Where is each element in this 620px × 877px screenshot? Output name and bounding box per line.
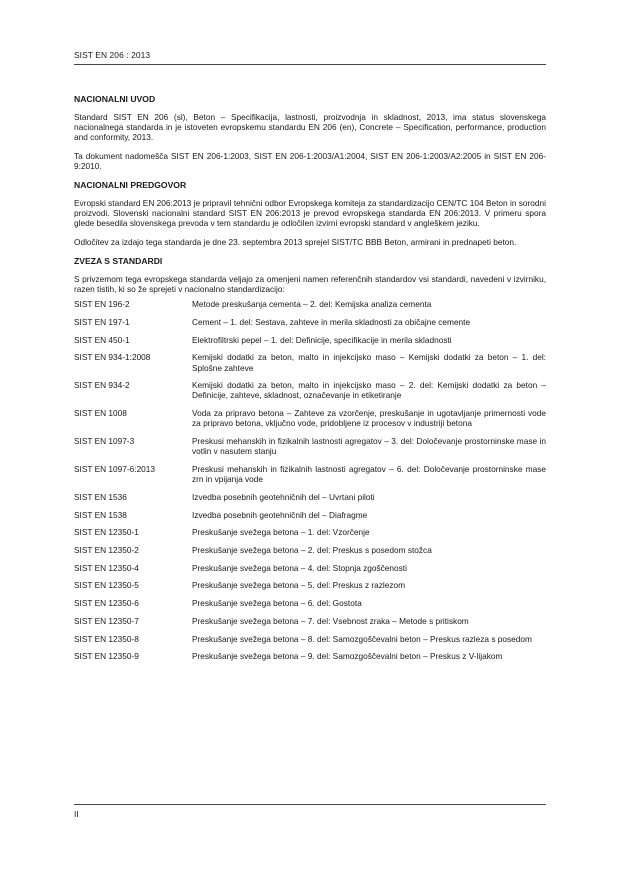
reference-row [74,651,546,661]
reference-list [74,299,546,661]
reference-code: SIST EN 12350-4 [74,562,139,573]
reference-code: SIST EN 1097-6:2013 [74,463,156,474]
reference-row [74,545,546,555]
reference-row [74,299,546,309]
reference-row [74,464,546,484]
reference-row [74,598,546,608]
reference-title: Izvedba posebnih geotehničnih del – Uvrtani piloti [192,491,375,502]
reference-row [74,527,546,537]
paragraph: Odločitev za izdajo tega standarda je dne 23. septembra 2013 sprejel SIST/TC BBB Beton, armirani in prednapeti beton. [74,236,517,247]
section-national-foreword [74,180,546,247]
reference-code: SIST EN 1536 [74,491,127,502]
heading-national-intro: NACIONALNI UVOD [74,94,156,104]
reference-row [74,492,546,502]
section-standards-link [74,256,546,662]
paragraph: Evropski standard EN 206:2013 je pripravil tehnični odbor Evropskega komiteja za standardizacijo CEN/TC 104 Beton in sorodni proizvodi. Slovenski nacionalni standard SIST EN 206:2013 je prevod evropskega standarda EN 206:2013. V primeru spora glede besedila slovenskega prevoda v tem standardu je odločilen izvirni evropski standard v angleškem jeziku. [74,198,546,229]
reference-title: Preskušanje svežega betona – 1. del: Vzorčenje [192,527,370,538]
reference-row [74,634,546,644]
reference-code: SIST EN 1538 [74,509,127,520]
page-number: II [74,809,79,819]
reference-row [74,408,546,428]
header-standard-id: SIST EN 206 : 2013 [74,50,151,60]
reference-title: Cement – 1. del: Sestava, zahteve in merila skladnosti za običajne cemente [192,316,471,327]
reference-row [74,380,546,400]
reference-title: Preskušanje svežega betona – 4. del: Stopnja zgoščenosti [192,562,407,573]
reference-row [74,510,546,520]
reference-title: Preskušanje svežega betona – 5. del: Preskus z razlezom [192,580,406,591]
reference-code: SIST EN 450-1 [74,334,130,345]
reference-title: Preskušanje svežega betona – 9. del: Samozgoščevalni beton – Preskus z V-lijakom [192,651,503,662]
reference-code: SIST EN 1097-3 [74,436,135,447]
reference-row [74,317,546,327]
reference-code: SIST EN 12350-2 [74,544,139,555]
reference-title: Metode preskušanja cementa – 2. del: Kemijska analiza cementa [192,299,432,310]
reference-row [74,616,546,626]
reference-code: SIST EN 934-1:2008 [74,352,151,363]
reference-row [74,335,546,345]
reference-title: Izvedba posebnih geotehničnih del – Diafragme [192,509,368,520]
paragraph-intro: S privzemom tega evropskega standarda veljajo za omenjeni namen referenčnih standardov vsi standardi, navedeni v izvirniku, razen tistih, ki so že sprejeti v nacionalno standardizacijo: [74,273,546,295]
reference-code: SIST EN 934-2 [74,380,130,391]
reference-title: Preskušanje svežega betona – 7. del: Vsebnost zraka – Metode s pritiskom [192,615,469,626]
reference-code: SIST EN 12350-8 [74,633,139,644]
reference-row [74,436,546,456]
heading-national-foreword: NACIONALNI PREDGOVOR [74,180,187,191]
reference-row [74,563,546,573]
reference-code: SIST EN 12350-9 [74,651,139,662]
reference-code: SIST EN 12350-1 [74,527,139,538]
reference-code: SIST EN 196-2 [74,299,130,310]
reference-title: Preskušanje svežega betona – 2. del: Preskus s posedom stožca [192,544,432,555]
section-national-intro [74,94,546,171]
reference-title: Elektrofiltrski pepel – 1. del: Definicije, specifikacije in merila skladnosti [192,334,452,345]
reference-row [74,580,546,590]
reference-title: Kemijski dodatki za beton, malto in injekcijsko maso – Kemijski dodatki za beton – 1. del: Splošne zahteve [192,352,546,373]
reference-title: Kemijski dodatki za beton, malto in injekcijsko maso – 2. del: Kemijski dodatki za beton – Definicije, zahteve, skladnost, označevanje in etiketiranje [192,380,546,401]
reference-code: SIST EN 12350-6 [74,598,139,609]
reference-title: Preskušanje svežega betona – 6. del: Gostota [192,598,362,609]
reference-code: SIST EN 12350-5 [74,580,139,591]
reference-title: Preskusi mehanskih in fizikalnih lastnosti agregatov – 6. del: Določevanje prostorninske mase zrn in vpijanja vode [192,463,546,485]
reference-code: SIST EN 12350-7 [74,615,139,626]
reference-code: SIST EN 1008 [74,408,127,419]
reference-row [74,352,546,372]
reference-title: Voda za pripravo betona – Zahteve za vzorčenje, preskušanje in ugotavljanje primernosti vode za pripravo betona, vključno vode, pridobljene iz procesov v industriji betona [192,408,546,429]
reference-title: Preskušanje svežega betona – 8. del: Samozgoščevalni beton – Preskus razleza s posedom [192,633,532,644]
page-content [74,94,546,669]
reference-title: Preskusi mehanskih in fizikalnih lastnosti agregatov – 3. del: Določevanje prostorninske mase in votlin v nasutem stanju [192,436,546,457]
footer-divider [74,804,546,805]
header-divider [74,64,546,65]
reference-code: SIST EN 197-1 [74,316,130,327]
paragraph: Standard SIST EN 206 (sl), Beton – Specifikacija, lastnosti, proizvodnja in skladnost, 2013, ima status slovenskega nacionalnega standarda in je istoveten evropskemu standardu EN 206 (en), Concrete – Specification, performance, production and conformity, 2013. [74,112,546,143]
heading-standards-link: ZVEZA S STANDARDI [74,255,163,266]
paragraph: Ta dokument nadomešča SIST EN 206-1:2003, SIST EN 206-1:2003/A1:2004, SIST EN 206-1:2003/A2:2005 in SIST EN 206-9:2010. [74,150,546,171]
